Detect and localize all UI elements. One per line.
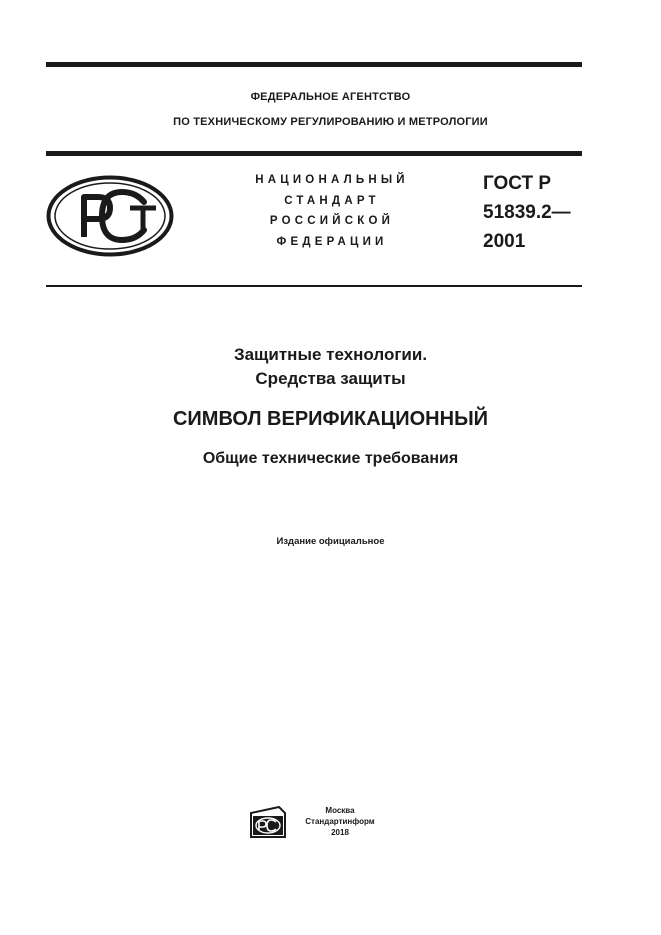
- standard-type-line-4: ФЕДЕРАЦИИ: [276, 235, 388, 248]
- rst-certification-mark-icon: [46, 175, 174, 257]
- subtitle-line-1: Защитные технологии.: [233, 345, 428, 364]
- designation-line-3: 2001: [483, 231, 526, 252]
- document-subtitle: Общие технические требования: [202, 450, 459, 467]
- standard-type-line-2: СТАНДАРТ: [284, 194, 380, 207]
- standard-designation: [483, 169, 571, 256]
- header-rule: [46, 151, 582, 156]
- agency-line-2: ПО ТЕХНИЧЕСКОМУ РЕГУЛИРОВАНИЮ И МЕТРОЛОГИИ: [173, 116, 488, 128]
- top-rule: [46, 62, 582, 67]
- standard-type-line-3: РОССИЙСКОЙ: [269, 215, 395, 227]
- publisher-year: 2018: [331, 828, 349, 837]
- title-rule: [46, 285, 582, 287]
- standard-type-line-1: НАЦИОНАЛЬНЫЙ: [255, 174, 409, 186]
- agency-line-1: ФЕДЕРАЛЬНОЕ АГЕНТСТВО: [250, 91, 411, 103]
- edition-note: Издание официальное: [276, 536, 385, 547]
- standard-type: [232, 170, 432, 252]
- subtitle-line-2: Средства защиты: [255, 369, 406, 388]
- publisher-block: [300, 805, 380, 838]
- document-title: СИМВОЛ ВЕРИФИКАЦИОННЫЙ: [172, 408, 489, 430]
- publisher-city: Москва: [325, 806, 355, 815]
- designation-line-1: ГОСТ Р: [483, 173, 552, 194]
- standartinform-logo-icon: [249, 805, 287, 839]
- designation-line-2: 51839.2—: [483, 202, 571, 223]
- publisher-name: Стандартинформ: [305, 817, 375, 826]
